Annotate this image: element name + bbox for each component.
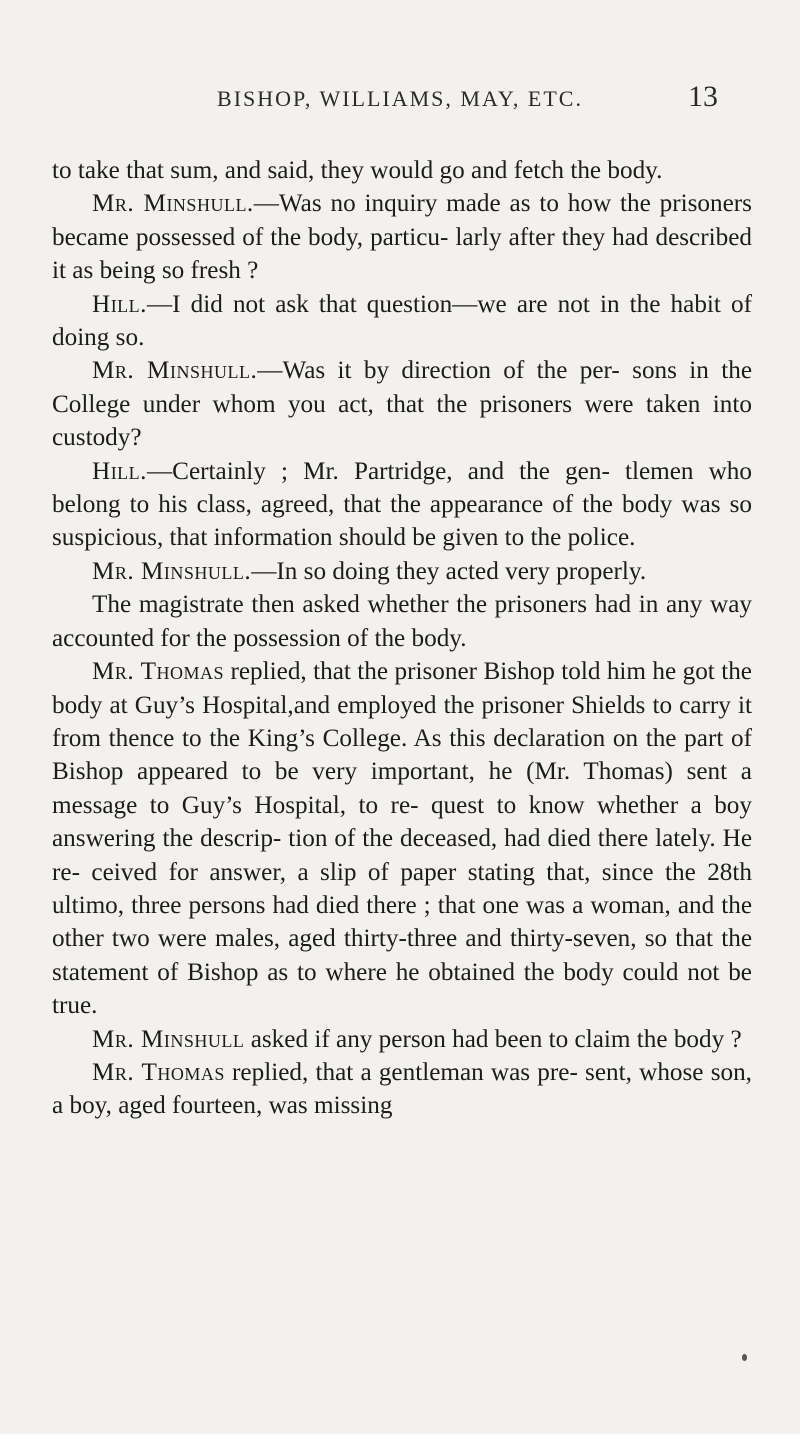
paragraph bbox=[52, 455, 752, 555]
speaker-name: Hill. bbox=[92, 290, 147, 318]
speaker-name: Mr. Minshull. bbox=[92, 190, 254, 218]
paragraph bbox=[52, 354, 752, 454]
paragraph bbox=[52, 655, 752, 1022]
paragraph-text: The magistrate then asked whether the prisoners had in any way accounted for the possession of the body. bbox=[52, 591, 752, 652]
paragraph bbox=[52, 1023, 752, 1056]
paragraph-text: to take that sum, and said, they would go and fetch the body. bbox=[52, 157, 663, 184]
paragraph-text: —Certainly ; Mr. Partridge, and the gen- tlemen who belong to his class, agreed, that the appearance of the body was so suspicious, that information should be given to the police. bbox=[52, 457, 752, 552]
speaker-name: Mr. Thomas bbox=[92, 658, 225, 686]
speaker-name: Mr. Thomas bbox=[92, 1058, 225, 1086]
speaker-name: Mr. Minshull. bbox=[92, 357, 258, 385]
paragraph bbox=[52, 187, 752, 287]
running-head: BISHOP, WILLIAMS, MAY, ETC. bbox=[217, 86, 583, 111]
paragraph bbox=[52, 288, 752, 355]
speaker-name: Hill. bbox=[92, 457, 147, 485]
body-text bbox=[52, 154, 752, 1123]
paragraph-text: replied, that the prisoner Bishop told him he got the body at Guy’s Hospital,and employed the prisoner Shields to carry it from thence to the King’s College. As this declaration on the part of Bishop appeared to be very important, he (Mr. Thomas) sent a message to Guy’s Hospital, to re- quest to know whether a boy answering the descrip- tion of the deceased, had died there lately. He re- ceived for answer, a slip of paper stating that, since the 28th ultimo, three persons had died there ; that one was a woman, and the other two were males, aged thirty-three and thirty-seven, so that the statement of Bishop as to where he obtained the body could not be true. bbox=[52, 658, 752, 1020]
paragraph-text: —In so doing they acted very properly. bbox=[251, 557, 647, 585]
paragraph-text: —I did not ask that question—we are not in the habit of doing so. bbox=[52, 290, 752, 352]
paragraph bbox=[52, 588, 752, 655]
speaker-name: Mr. Minshull. bbox=[92, 557, 252, 585]
paragraph-text: asked if any person had been to claim the body ? bbox=[244, 1025, 742, 1053]
paragraph bbox=[52, 555, 752, 588]
paragraph-text: —Was it by direction of the per- sons in the College under whom you act, that the prisoners were taken into custody? bbox=[52, 357, 752, 452]
paragraph-text: replied, that a gentleman was pre- sent, whose son, a boy, aged fourteen, was missing bbox=[52, 1058, 752, 1120]
speaker-name: Mr. Minshull bbox=[92, 1025, 245, 1053]
ink-speck bbox=[742, 1354, 747, 1361]
page-number: 13 bbox=[688, 80, 718, 113]
paragraph bbox=[52, 1056, 752, 1123]
paragraph-text: —Was no inquiry made as to how the prisoners became possessed of the body, particu- larly after they had described it as being so fresh ? bbox=[52, 190, 752, 285]
paragraph bbox=[52, 154, 752, 187]
